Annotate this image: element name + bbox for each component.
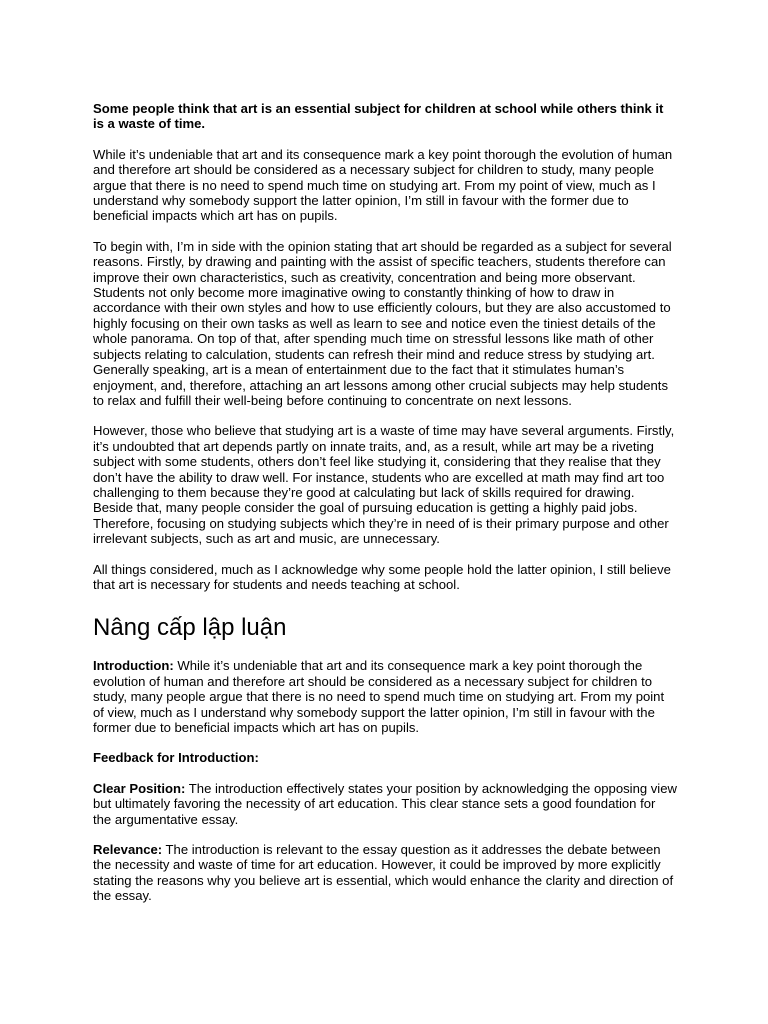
introduction-label: Introduction: <box>93 658 174 674</box>
essay-paragraph-3: However, those who believe that studying art is a waste of time may have several arguments. Firstly, it’s undoubted that art depends partly on innate traits, and, as a result, while art may be a riveting subject with some students, others don’t feel like studying it, considering that they realise that they don’t have the ability to draw well. For instance, students who are excelled at math may find art too challenging to them because they’re good at calculating but lack of skills required for drawing. Beside that, many people consider the goal of pursuing education is getting a highly paid jobs. Therefore, focusing on studying subjects which they’re in need of is their primary purpose and other irrelevant subjects, such as art and music, are unnecessary. <box>93 423 675 547</box>
relevance-text: The introduction is relevant to the essay question as it addresses the debate between the necessity and waste of time for art education. However, it could be improved by more explicitly stating the reasons why you believe art is essential, which would enhance the clarity and direction of the essay. <box>93 842 674 904</box>
relevance-paragraph <box>93 842 677 904</box>
essay-paragraph-2: To begin with, I’m in side with the opinion stating that art should be regarded as a subject for several reasons. Firstly, by drawing and painting with the assist of specific teachers, students therefore can improve their own characteristics, such as creativity, concentration and being more observant. Students not only become more imaginative owing to constantly thinking of how to draw in accordance with their own styles and how to use efficiently colours, but they are also accustomed to highly focusing on their own tasks as well as learn to see and notice even the tiniest details of the whole panorama. On top of that, after spending much time on stressful lessons like math of other subjects relating to calculation, students can refresh their mind and reduce stress by studying art. Generally speaking, art is a mean of entertainment due to the fact that it stimulates human’s enjoyment, and, therefore, attaching an art lessons among other crucial subjects may help students to relax and fulfill their well-being before continuing to concentrate on next lessons. <box>93 238 672 408</box>
clear-position-paragraph <box>93 781 677 827</box>
essay-paragraph-4: All things considered, much as I acknowledge why some people hold the latter opinion, I still believe that art is necessary for students and needs teaching at school. <box>93 561 671 592</box>
essay-prompt: Some people think that art is an essential subject for children at school while others think it is a waste of time. <box>93 101 664 132</box>
document-page <box>93 101 677 919</box>
feedback-heading: Feedback for Introduction: <box>93 750 259 766</box>
clear-position-label: Clear Position: <box>93 780 186 796</box>
introduction-text: While it’s undeniable that art and its consequence mark a key point thorough the evolution of human and therefore art should be considered as a necessary subject for children to study, many people argue that there is no need to spend much time on studying art. From my point of view, much as I understand why somebody support the latter opinion, I’m still in favour with the former due to beneficial impacts which art has on pupils. <box>93 658 665 735</box>
introduction-paragraph <box>93 658 677 735</box>
clear-position-text: The introduction effectively states your position by acknowledging the opposing view but ultimately favoring the necessity of art education. This clear stance sets a good foundation for the argumentative essay. <box>93 780 677 827</box>
section-heading: Nâng cấp lập luận <box>93 614 287 642</box>
relevance-label: Relevance: <box>93 842 163 858</box>
essay-paragraph-1: While it’s undeniable that art and its consequence mark a key point thorough the evolution of human and therefore art should be considered as a necessary subject for children to study, many people argue that there is no need to spend much time on studying art. From my point of view, much as I understand why somebody support the latter opinion, I’m still in favour with the former due to beneficial impacts which art has on pupils. <box>93 146 673 224</box>
